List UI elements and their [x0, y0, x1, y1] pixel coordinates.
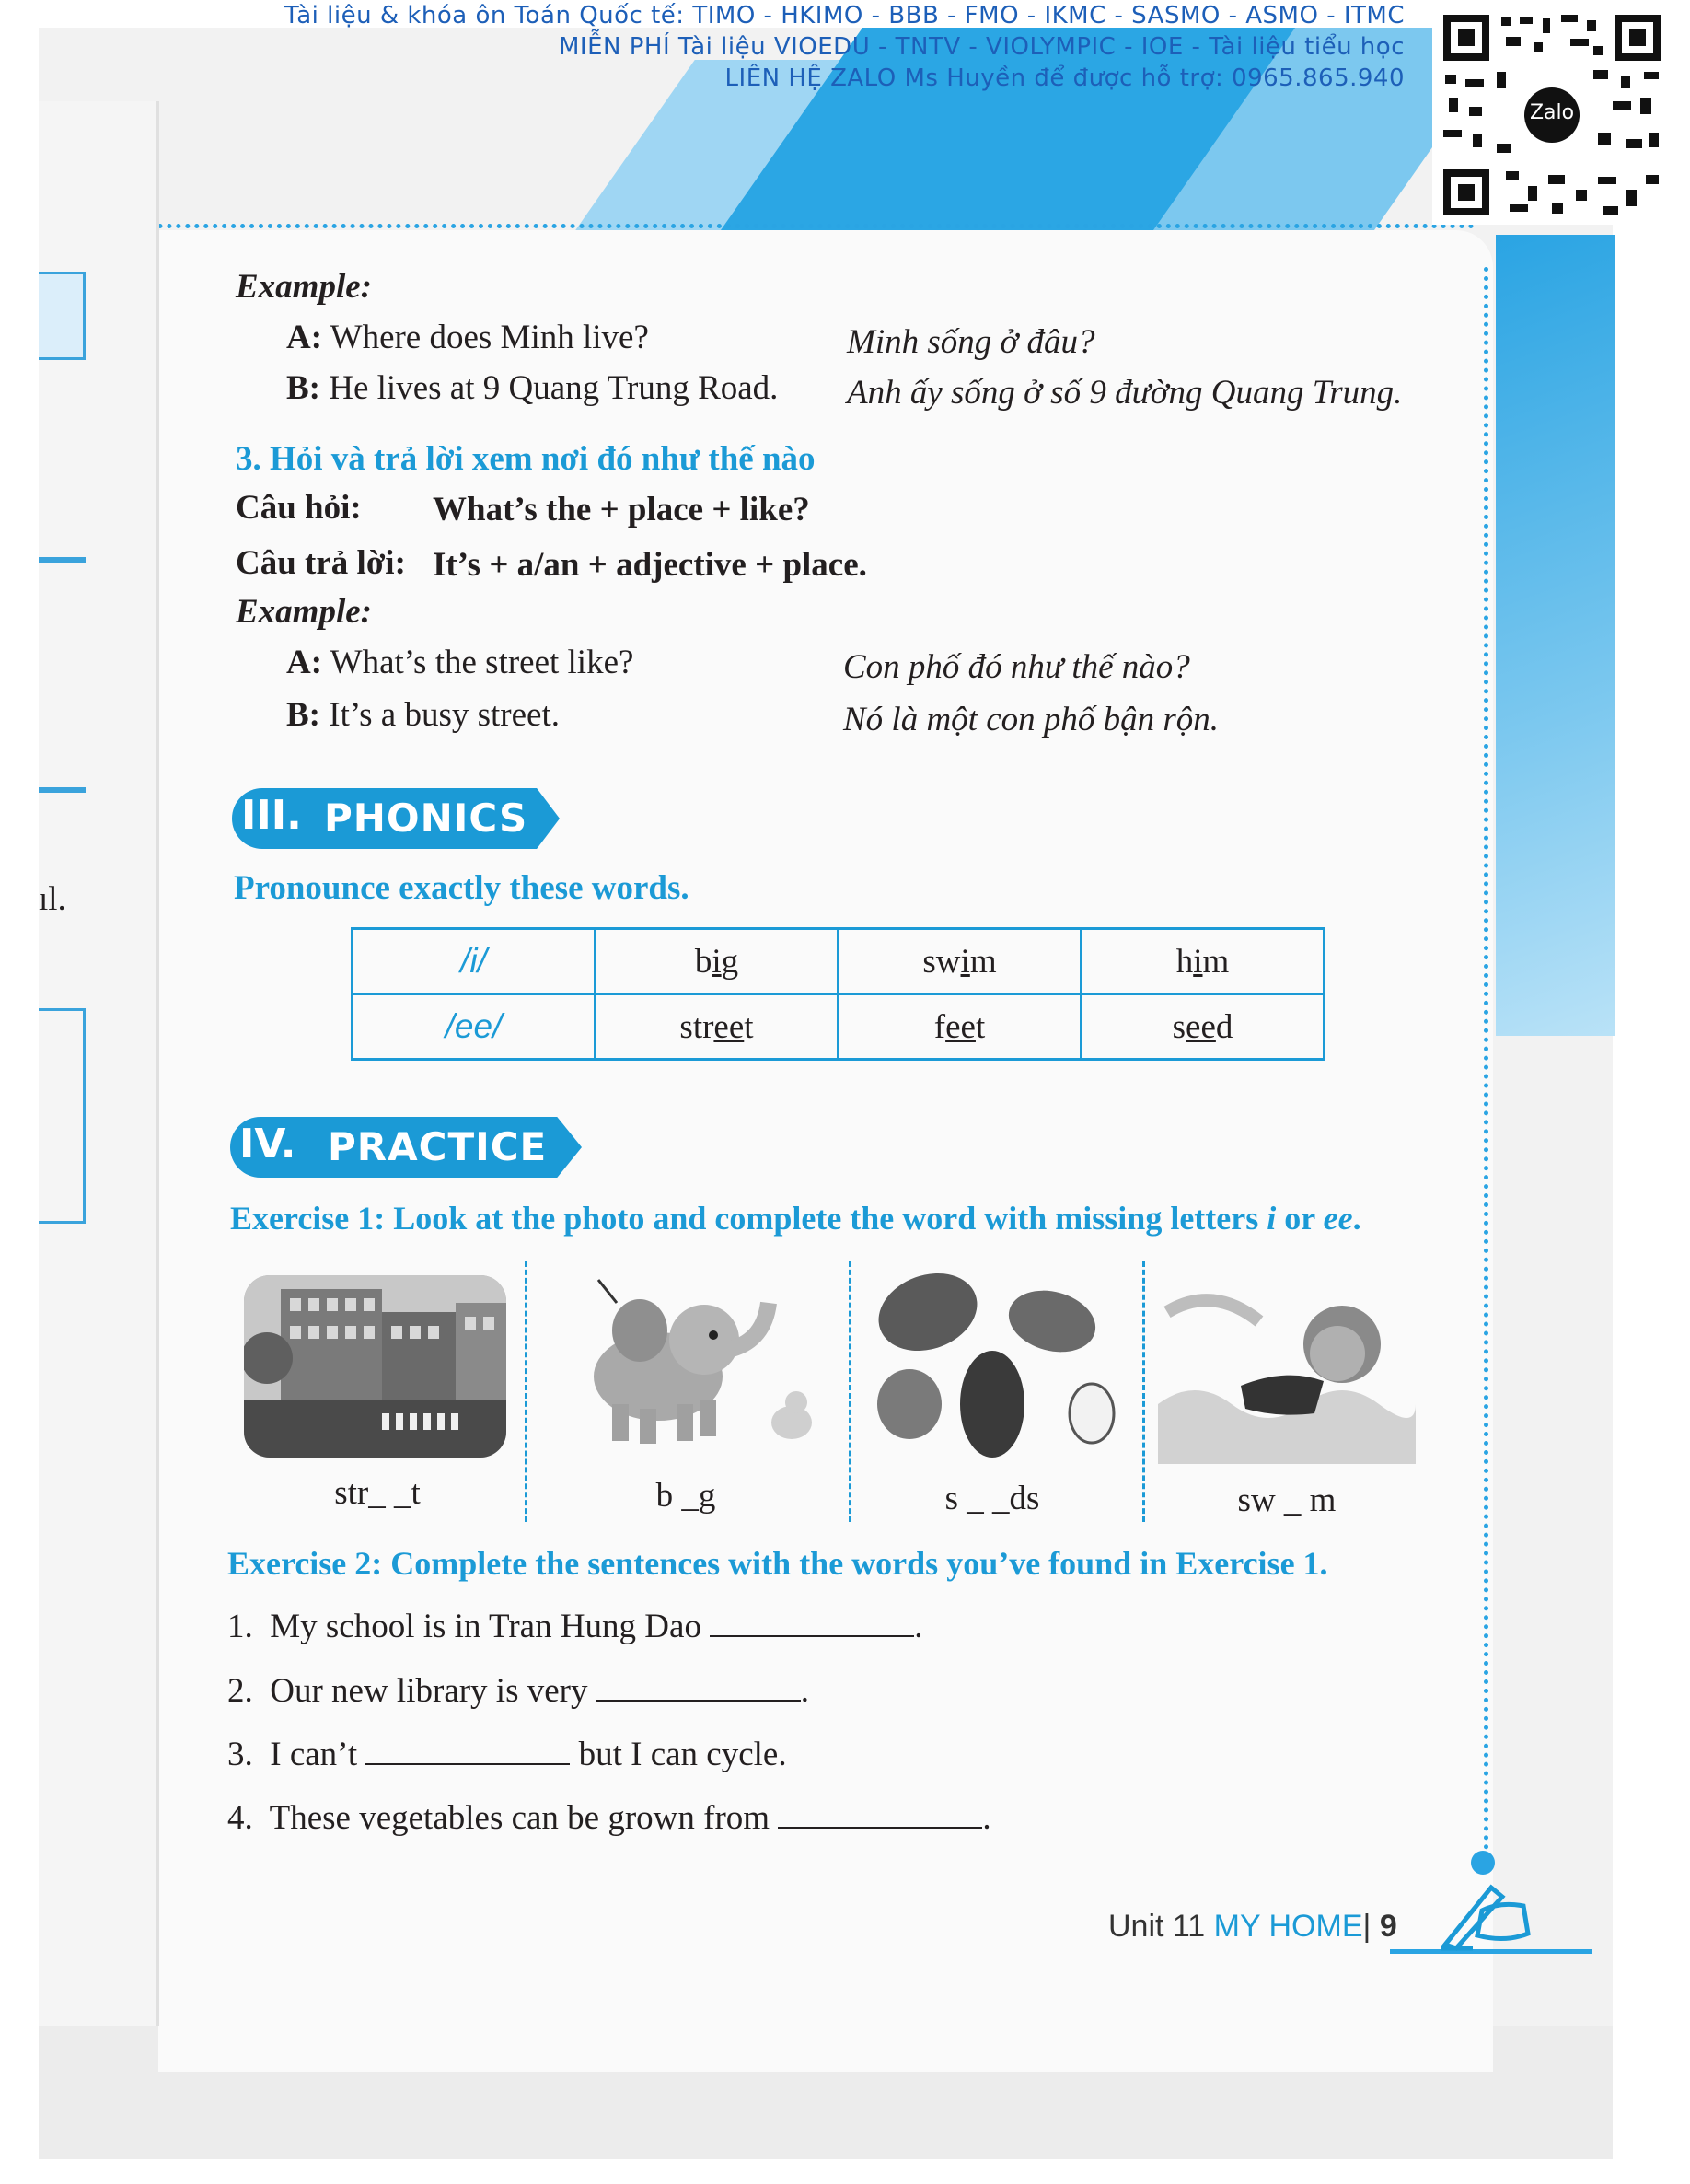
divider: [849, 1261, 851, 1522]
header-line-1: Tài liệu & khóa ôn Toán Quốc tế: TIMO - HKIMO - BBB - FMO - IKMC - SASMO - ASMO - ITMC: [284, 2, 1405, 29]
footer-unit: Unit 11: [1108, 1909, 1206, 1944]
word-blank-caption: str_ _t: [334, 1474, 421, 1512]
left-page-box: [39, 272, 86, 360]
answer-label: Câu trả lời:: [236, 544, 406, 582]
left-page-box: [39, 1008, 86, 1224]
left-page-rule: [39, 557, 86, 563]
item-number: 2.: [227, 1672, 253, 1710]
exercise-1-title: Exercise 1: Look at the photo and complete the word with missing letters i or ee.: [230, 1200, 1361, 1237]
table-cell-sound: /i/: [353, 929, 596, 994]
table-cell-sound: /ee/: [353, 994, 596, 1060]
item-number: 3.: [227, 1736, 253, 1773]
table-cell-word: seed: [1082, 994, 1325, 1060]
sentence-text: My school is in Tran Hung Dao: [270, 1608, 711, 1645]
section-badge-phonics: [232, 788, 560, 849]
example-sentence: Where does Minh live?: [330, 319, 649, 356]
exercise-2-item: 1. My school is in Tran Hung Dao .: [227, 1608, 923, 1645]
table-cell-word: swim: [839, 929, 1082, 994]
word-blank-caption: sw _ m: [1237, 1481, 1337, 1519]
page-footer: [1108, 1909, 1397, 1945]
elephant-icon: [548, 1275, 824, 1459]
left-page-rule: [39, 787, 86, 793]
badge-number: III.: [241, 792, 302, 839]
left-page-edge: [39, 101, 159, 2026]
street-image-icon: [244, 1275, 506, 1458]
example-sentence: It’s a busy street.: [329, 696, 560, 734]
seeds-icon: [873, 1266, 1121, 1459]
example-line-a: [286, 318, 649, 358]
table-row: [353, 994, 1325, 1060]
question-label: Câu hỏi:: [236, 489, 362, 527]
speaker-label: B:: [286, 696, 320, 734]
left-page-text: ıl.: [39, 880, 66, 918]
table-cell-word: him: [1082, 929, 1325, 994]
answer-blank[interactable]: [596, 1672, 801, 1702]
page-number: 9: [1379, 1909, 1397, 1944]
example-heading: Example:: [236, 593, 372, 631]
dotted-border-top: [39, 224, 1475, 228]
section-3-title: 3. Hỏi và trả lời xem nơi đó như thế nào: [236, 440, 816, 478]
item-number: 1.: [227, 1608, 253, 1645]
table-cell-word: feet: [839, 994, 1082, 1060]
swimmer-icon: [1158, 1275, 1416, 1464]
example-sentence: He lives at 9 Quang Trung Road.: [329, 369, 779, 407]
writing-hand-icon: [1436, 1869, 1537, 1952]
exercise-2-item: 4. These vegetables can be grown from .: [227, 1799, 991, 1837]
divider: [1142, 1261, 1145, 1522]
example-translation: Nó là một con phố bận rộn.: [843, 701, 1220, 738]
speaker-label: A:: [286, 644, 323, 681]
question-pattern: What’s the + place + like?: [433, 491, 810, 529]
footer-separator: |: [1362, 1909, 1372, 1944]
item-number: 4.: [227, 1799, 253, 1837]
header-line-3: LIÊN HỆ ZALO Ms Huyền để được hỗ trợ: 0965.865.940: [724, 64, 1405, 92]
answer-blank[interactable]: [710, 1608, 914, 1637]
section-badge-practice: [230, 1117, 582, 1178]
word-blank-caption: s _ _ds: [944, 1480, 1040, 1517]
table-row: [353, 929, 1325, 994]
street-photo: [244, 1275, 506, 1458]
table-cell-word: street: [596, 994, 839, 1060]
speaker-label: B:: [286, 369, 320, 407]
footer-title: MY HOME: [1213, 1909, 1363, 1944]
exercise-2-title: Exercise 2: Complete the sentences with the words you’ve found in Exercise 1.: [227, 1545, 1328, 1582]
sentence-text: Our new library is very: [270, 1672, 596, 1710]
sentence-text: I can’t: [270, 1736, 366, 1773]
table-cell-word: big: [596, 929, 839, 994]
example-translation: Minh sống ở đâu?: [847, 323, 1095, 361]
decor-side-strip: [1496, 235, 1615, 1036]
answer-pattern: It’s + a/an + adjective + place.: [433, 546, 867, 584]
header-line-2: MIỄN PHÍ Tài liệu VIOEDU - TNTV - VIOLYMPIC - IOE - Tài liệu tiểu học: [558, 33, 1405, 61]
badge-label: PRACTICE: [328, 1124, 548, 1169]
sentence-text: These vegetables can be grown from: [269, 1799, 779, 1837]
qr-code[interactable]: [1432, 6, 1672, 225]
phonics-instruction: Pronounce exactly these words.: [234, 869, 689, 907]
qr-logo-text: Zalo: [1529, 101, 1575, 124]
example-translation: Anh ấy sống ở số 9 đường Quang Trung.: [847, 374, 1403, 412]
word-blank-caption: b _g: [655, 1477, 716, 1515]
speaker-label: A:: [286, 319, 323, 356]
divider: [525, 1261, 527, 1522]
phonics-table: [351, 927, 1325, 1061]
example-line-b: [286, 695, 560, 736]
answer-blank[interactable]: [778, 1799, 982, 1829]
badge-label: PHONICS: [324, 796, 528, 841]
seeds-picture: [873, 1266, 1121, 1459]
swimmer-picture: [1158, 1275, 1416, 1464]
exercise-2-item: 2. Our new library is very .: [227, 1672, 809, 1710]
answer-blank[interactable]: [365, 1736, 570, 1765]
dotted-border-right: [1484, 267, 1488, 1851]
example-heading: Example:: [236, 268, 372, 306]
elephant-picture: [548, 1275, 824, 1459]
example-translation: Con phố đó như thế nào?: [843, 648, 1190, 686]
exercise-2-item: 3. I can’t but I can cycle.: [227, 1736, 787, 1773]
example-line-a: [286, 643, 633, 683]
example-sentence: What’s the street like?: [330, 644, 634, 681]
example-line-b: [286, 368, 778, 409]
badge-number: IV.: [239, 1121, 296, 1168]
